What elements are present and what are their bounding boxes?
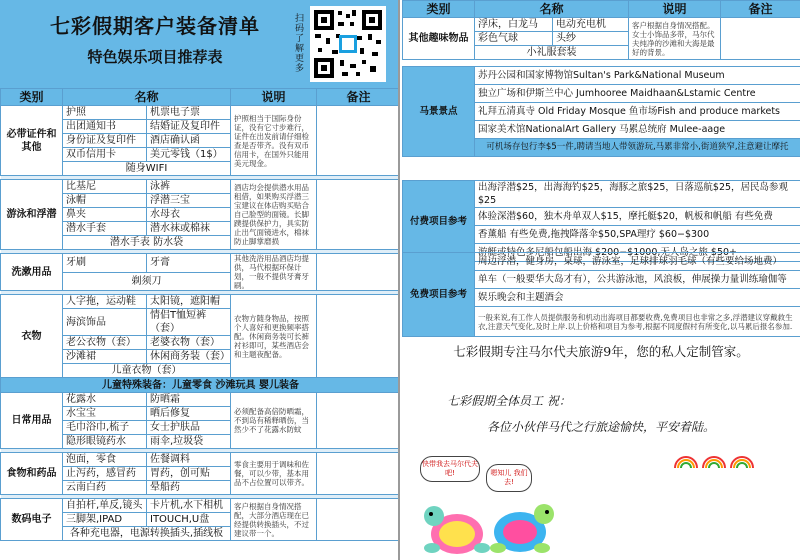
table-row xyxy=(1,106,401,120)
item-cell: 胃药，创可贴 xyxy=(147,467,231,481)
item-cell: 止泻药，感冒药 xyxy=(63,467,147,481)
sights-tip: 可机场存包行李$5一件,聘请当地人带领游玩,马累非常小,街道狭窄,注意避让摩托 xyxy=(475,139,800,157)
fun-item: 浮床，白龙马 xyxy=(475,18,553,32)
item-cell: 浮潜三宝 xyxy=(147,194,231,208)
qr-code-icon xyxy=(310,6,386,82)
page-subtitle: 特色娱乐项目推荐表 xyxy=(87,48,223,66)
free-category: 免费项目参考 xyxy=(403,253,475,337)
note-cell: 必须配备高倍防晒霜，不到岛有稀释晒伤，当然少不了花露水防蚊 xyxy=(231,393,317,449)
paid-row: 出海浮潜$25，出海海钓$25，海豚之旅$25，日落巡航$25，居民岛参观$25 xyxy=(475,181,800,208)
rainbow-icon xyxy=(672,440,762,470)
item-cell-full: 随身WIFI xyxy=(63,162,231,176)
item-cell: 佐餐调料 xyxy=(147,453,231,467)
paid-row: 体验深潜$60，独木舟单双人$15，摩托艇$20，帆板和帆船 有些免费 xyxy=(475,208,800,226)
item-cell: 三脚架,IPAD xyxy=(63,513,147,527)
item-cell: 机票电子票 xyxy=(147,106,231,120)
item-cell-full: 剃须刀 xyxy=(63,272,231,291)
item-cell: 防晒霜 xyxy=(147,393,231,407)
item-cell: 卡片机,水下相机 xyxy=(147,499,231,513)
col-header-category: 类别 xyxy=(403,1,475,18)
fun-item: 彩色气球 xyxy=(475,32,553,46)
item-cell: 毛巾浴巾,梳子 xyxy=(63,421,147,435)
col-header-note: 说明 xyxy=(231,89,317,106)
sights-table xyxy=(402,66,800,157)
paid-row: 游艇或特色多尼船包船出海 $200−$1000,无人岛之旅 $50+ xyxy=(475,244,800,262)
col-header-category: 类别 xyxy=(1,89,63,106)
item-cell: 晕船药 xyxy=(147,481,231,495)
item-cell: ITOUCH,U盘 xyxy=(147,513,231,527)
category-cell: 数码电子 xyxy=(1,499,63,541)
item-cell: 比基尼 xyxy=(63,180,147,194)
note-cell: 其他洗浴用品酒店均提供，马代根据环保计划，一般不提供牙膏牙刷。 xyxy=(231,254,317,291)
remark-cell xyxy=(317,106,400,176)
category-cell: 日常用品 xyxy=(1,393,63,449)
item-cell: 老公衣物（套） xyxy=(63,336,147,350)
item-cell-full: 儿童衣物（套） xyxy=(63,364,231,378)
note-cell: 零食主要用于调味和佐餐，可以少带，基本用品不占位置可以带齐。 xyxy=(231,453,317,495)
wish-line-1: 七彩假期全体员工 祝： xyxy=(447,394,571,408)
col-header-note: 说明 xyxy=(629,1,721,18)
item-cell: 隐形眼镜药水 xyxy=(63,435,147,449)
left-header xyxy=(0,0,400,88)
page-title: 七彩假期客户装备清单 xyxy=(50,14,260,38)
item-cell: 人字拖，运动鞋 xyxy=(63,295,147,309)
paid-row: 香薰船 有些免费,拖拽降落伞$50,SPA理疗 $60−$300 xyxy=(475,226,800,244)
category-cell: 食物和药品 xyxy=(1,453,63,495)
note-cell: 护照相当于国际身份证，没有它寸步难行，证件在出发前请仔细检查是否带齐。没有双币信用卡，在国外只能用美元现金。 xyxy=(231,106,317,176)
speech-bubble-2: 嗯知儿 我们去! xyxy=(486,464,532,492)
sights-category: 马景景点 xyxy=(403,67,475,157)
item-cell: 潜水手套 xyxy=(63,222,147,236)
item-cell: 牙膏 xyxy=(147,254,231,273)
kids-band-row xyxy=(1,378,401,393)
item-cell: 雨伞,垃圾袋 xyxy=(147,435,231,449)
equipment-table xyxy=(0,88,400,541)
item-cell: 女士护肤品 xyxy=(147,421,231,435)
item-cell: 太阳镜，遮阳帽 xyxy=(147,295,231,309)
wish-line-2: 各位小伙伴马代之行旅途愉快，平安着陆。 xyxy=(487,420,716,434)
col-header-name: 名称 xyxy=(63,89,231,106)
remark-cell xyxy=(317,295,400,378)
fun-item: 电动充电机 xyxy=(553,18,629,32)
table-row xyxy=(1,180,401,194)
item-cell: 泳帽 xyxy=(63,194,147,208)
item-cell: 双币信用卡 xyxy=(63,148,147,162)
table-row xyxy=(1,295,401,309)
item-cell: 美元零钱（1$） xyxy=(147,148,231,162)
category-cell: 游泳和浮潜 xyxy=(1,180,63,250)
item-cell: 结婚证及复印件 xyxy=(147,120,231,134)
item-cell: 泳裤 xyxy=(147,180,231,194)
remark-cell xyxy=(317,393,400,449)
item-cell: 护照 xyxy=(63,106,147,120)
fun-items-table xyxy=(402,0,800,60)
item-cell: 云南白药 xyxy=(63,481,147,495)
fun-item: 头纱 xyxy=(553,32,629,46)
item-cell-full: 潜水手表 防水袋 xyxy=(63,236,231,250)
item-cell-full: 各种充电器，电源转换插头,插线板 xyxy=(63,527,231,541)
note-cell: 酒店均会提供潜水用品租借，如果购买浮潜三宝建议在体店购买贴合自己脸型的面镜。长脚蹼提供保护力，具实防止出气面镜进水，棉袜防止脚掌磨损 xyxy=(231,180,317,250)
col-header-remark: 备注 xyxy=(317,89,400,106)
item-cell: 泡面，零食 xyxy=(63,453,147,467)
sight-row: 礼拜五清真寺 Old Friday Mosque 鱼市场Fish and produce markets xyxy=(475,103,800,121)
item-cell: 酒店确认函 xyxy=(147,134,231,148)
sight-row: 国家美术馆NationalArt Gallery 马累总统府 Mulee-aage xyxy=(475,121,800,139)
free-row: 单车（一般要华大岛才有），公共游泳池，风浪板，伸展操力量训练瑜伽等 xyxy=(475,271,800,289)
note-cell: 衣物方随身物品，按照个人喜好和更换频率搭配。休闲商务装可长裤衬衫即可，某些酒店会和主题夜配备。 xyxy=(231,295,317,378)
item-cell: 海滨饰品 xyxy=(63,309,147,336)
item-cell: 沙滩裙 xyxy=(63,350,147,364)
item-cell: 晒后修复 xyxy=(147,407,231,421)
item-cell: 自拍杆,单反,镜头 xyxy=(63,499,147,513)
kids-band: 儿童特殊装备：儿童零食 沙滩玩具 婴儿装备 xyxy=(1,378,401,393)
item-cell: 花露水 xyxy=(63,393,147,407)
sight-row: 苏丹公园和国家博物馆Sultan's Park&National Museum xyxy=(475,67,800,85)
category-cell: 必带证件和其他 xyxy=(1,106,63,176)
item-cell: 情侣T恤短裤（套） xyxy=(147,309,231,336)
free-table xyxy=(402,252,800,337)
fun-remark xyxy=(721,18,800,60)
remark-cell xyxy=(317,499,400,541)
free-note: 一般来说,有工作人员提供服务和机动出海项目都要收费,免费项目也非常之多,浮潜建议穿戴救生衣,注意天气变化,及时上岸.以上价格和项目为参考,根据不同度假村有所变化,以马累后报名参加. xyxy=(475,307,800,337)
remark-cell xyxy=(317,180,400,250)
slogan: 七彩假期专注马尔代夫旅游9年，您的私人定制管家。 xyxy=(453,344,749,359)
col-header-name: 名称 xyxy=(475,1,629,18)
paid-category: 付费项目参考 xyxy=(403,181,475,262)
item-cell: 出团通知书 xyxy=(63,120,147,134)
table-row xyxy=(1,254,401,273)
paid-table xyxy=(402,180,800,262)
free-row: 娱乐晚会和主题酒会 xyxy=(475,289,800,307)
speech-bubble-1: 快带我去马尔代夫吧! xyxy=(420,456,480,482)
sight-row: 独立广场和伊斯兰中心 Jumhooree Maidhaan&Lstamic Centre xyxy=(475,85,800,103)
fun-category: 其他趣味物品 xyxy=(403,18,475,60)
item-cell: 身份证及复印件 xyxy=(63,134,147,148)
table-row xyxy=(1,499,401,513)
table-row xyxy=(1,393,401,407)
note-cell: 客户根据自身情况搭配，大部分酒店现在已经提供转换插头，不过建议带一个。 xyxy=(231,499,317,541)
item-cell: 牙刷 xyxy=(63,254,147,273)
fun-item-full: 小礼服套装 xyxy=(475,46,629,60)
free-row: 周边浮潜，健身房，桌球，游泳室，足球排球羽毛球（有些要给场地费） xyxy=(475,253,800,271)
remark-cell xyxy=(317,453,400,495)
fun-note: 客户根据自身情况搭配。女士小饰品多带，马尔代夫纯净的沙滩和大海是最好的背景。 xyxy=(629,18,721,60)
item-cell: 水宝宝 xyxy=(63,407,147,421)
item-cell: 鼻夹 xyxy=(63,208,147,222)
category-cell: 洗漱用品 xyxy=(1,254,63,291)
qr-caption: 扫码了解更多 xyxy=(295,14,305,74)
item-cell: 潜水袜或棉袜 xyxy=(147,222,231,236)
table-row xyxy=(1,453,401,467)
turtle-mascot-icon xyxy=(412,486,562,560)
category-cell: 衣物 xyxy=(1,295,63,378)
remark-cell xyxy=(317,254,400,291)
item-cell: 老婆衣物（套） xyxy=(147,336,231,350)
item-cell: 休闲商务装（套） xyxy=(147,350,231,364)
col-header-remark: 备注 xyxy=(721,1,800,18)
right-page xyxy=(402,0,800,560)
item-cell: 水母衣 xyxy=(147,208,231,222)
